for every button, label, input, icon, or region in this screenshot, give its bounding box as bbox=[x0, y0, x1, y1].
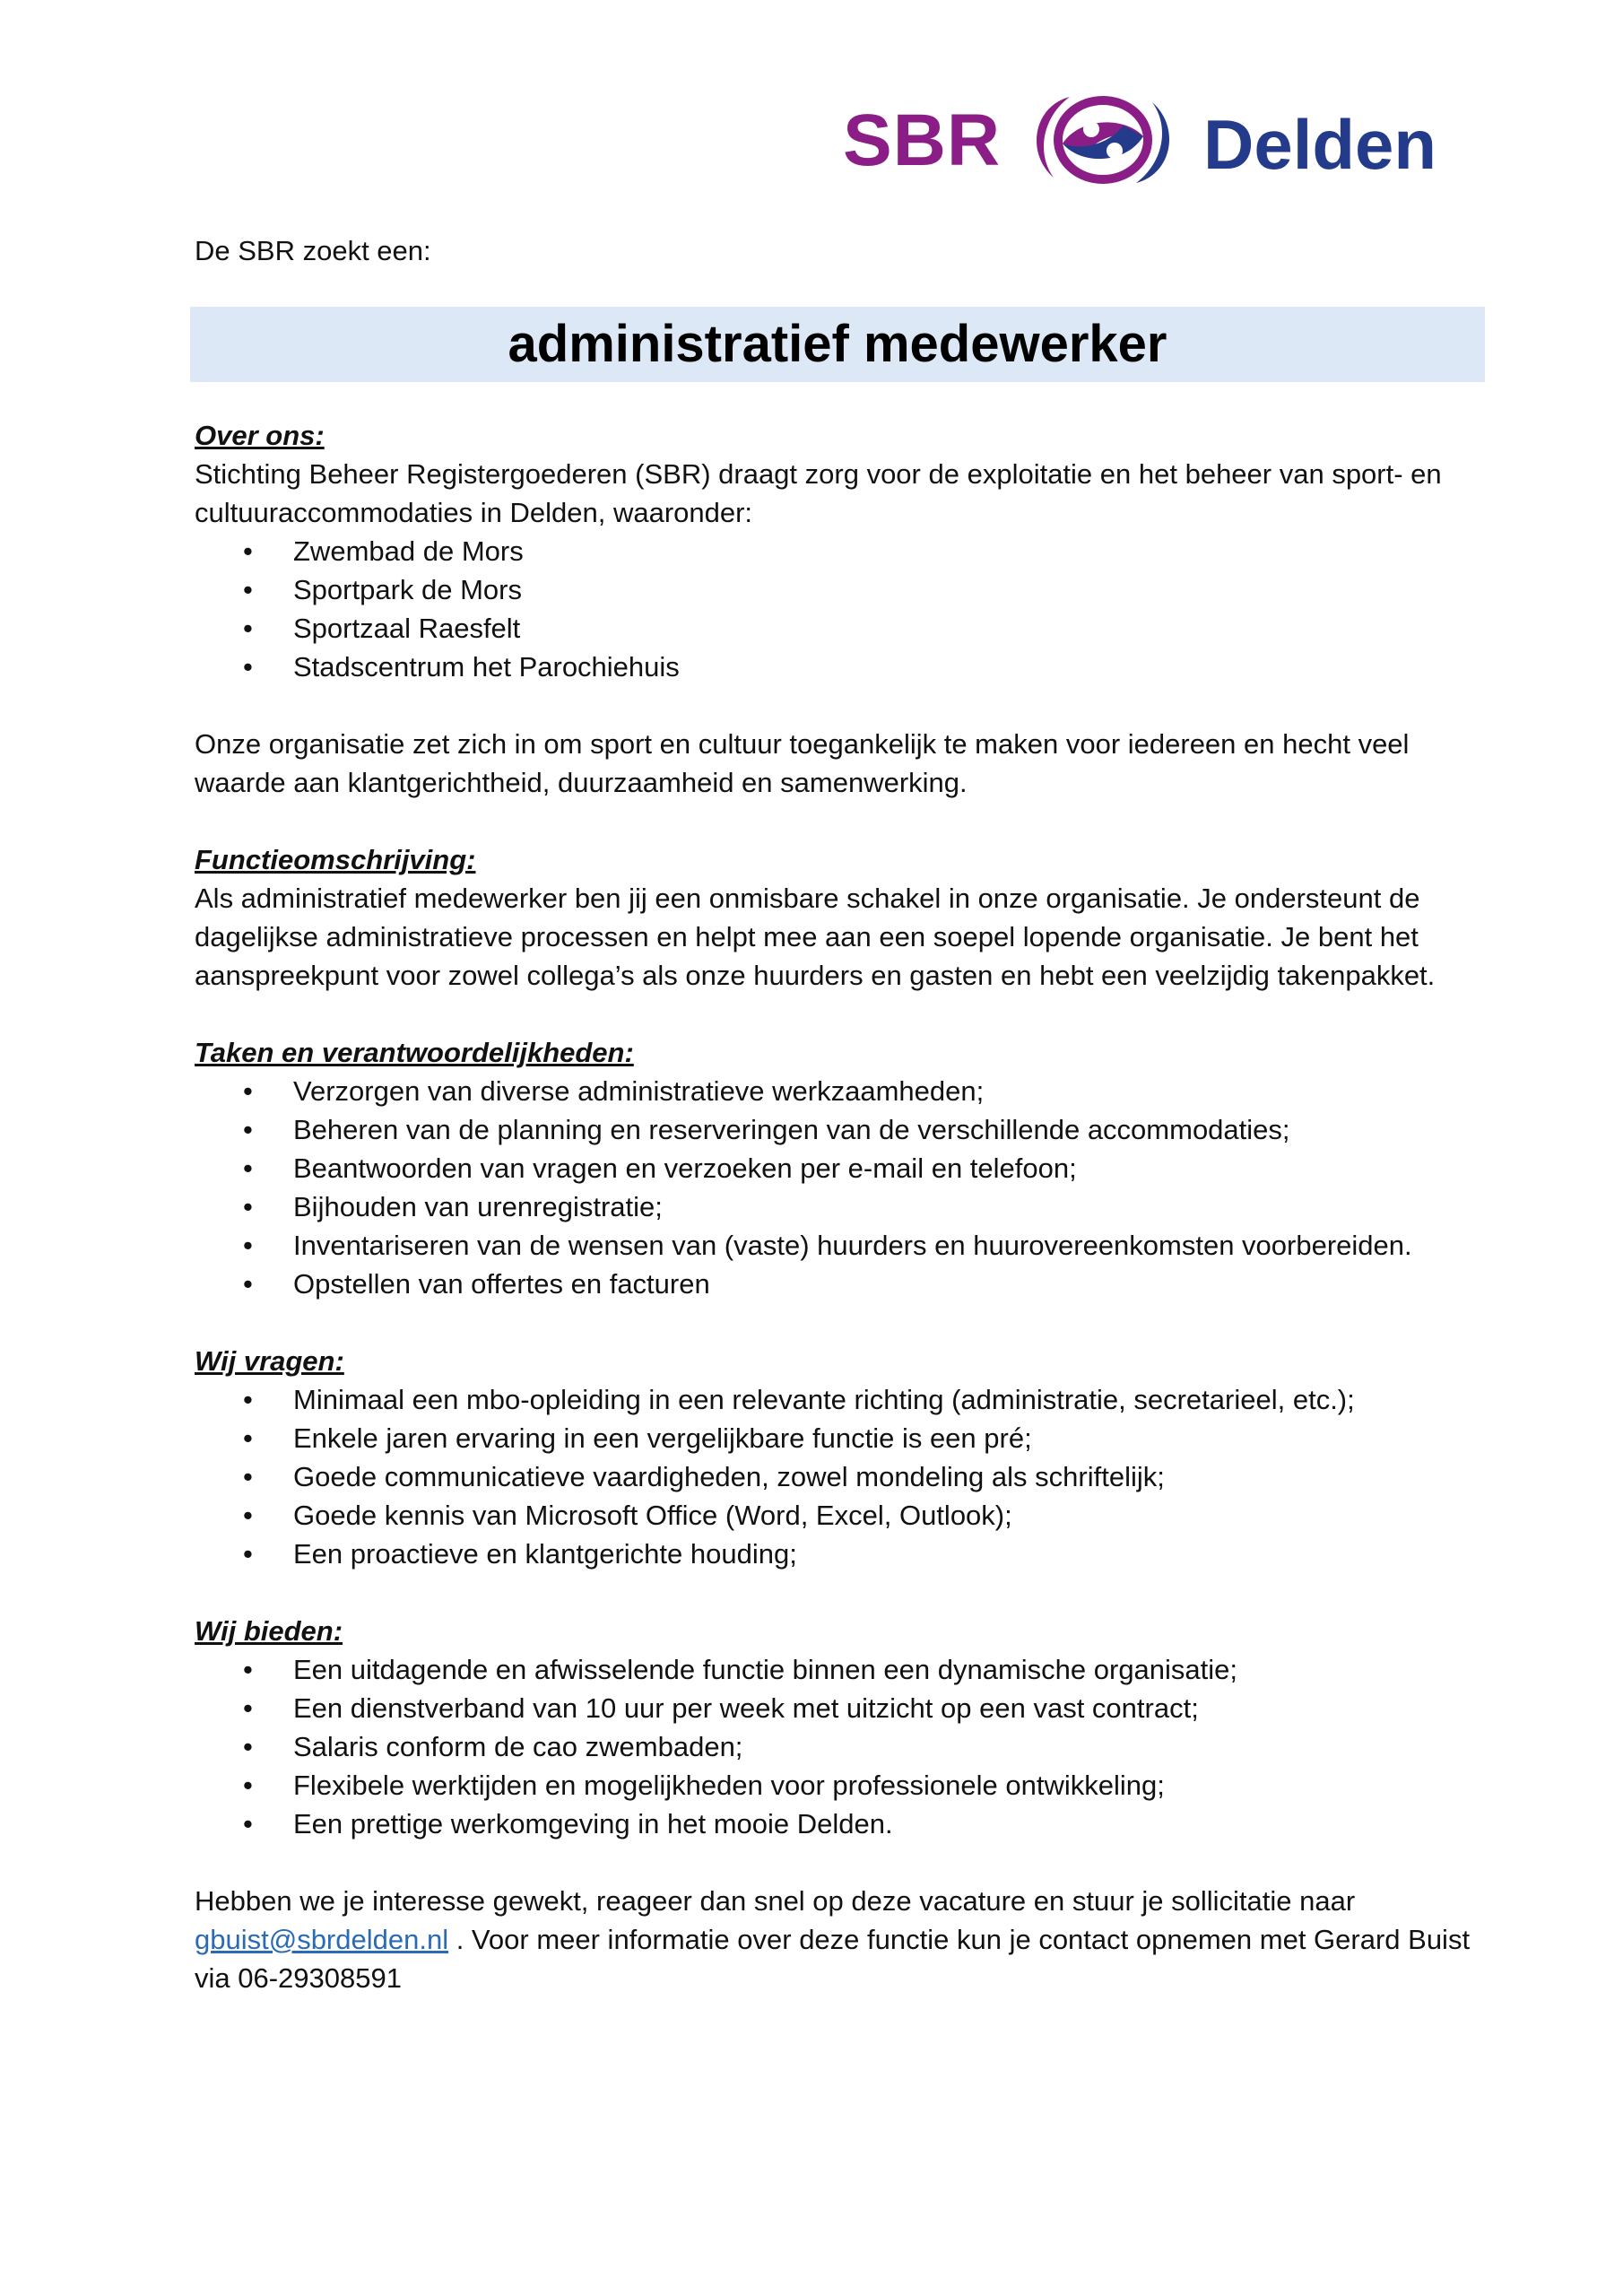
closing-text-after: . Voor meer informatie over deze functie kun je contact opnemen met Gerard Buist via 06-29308591 bbox=[195, 1924, 1471, 1994]
list-item: • Sportzaal Raesfelt bbox=[293, 609, 1495, 648]
heading-functieomschrijving: Functieomschrijving: bbox=[195, 844, 476, 875]
heading-wij-bieden: Wij bieden: bbox=[195, 1615, 343, 1647]
email-link[interactable]: gbuist@sbrdelden.nl bbox=[195, 1924, 449, 1955]
document-body bbox=[195, 416, 1495, 1997]
title-band bbox=[190, 307, 1485, 382]
over-ons-text: Stichting Beheer Registergoederen (SBR) draagt zorg voor de exploitatie en het beheer van sport- en cultuuraccommodaties in Delden, waaronder: bbox=[195, 458, 1442, 528]
list-item: • Inventariseren van de wensen van (vaste) huurders en huurovereenkomsten voorbereiden. bbox=[293, 1226, 1495, 1265]
list-item: • Bijhouden van urenregistratie; bbox=[293, 1187, 1495, 1226]
vragen-list bbox=[195, 1380, 1495, 1573]
list-item: • Een uitdagende en afwisselende functie binnen een dynamische organisatie; bbox=[293, 1650, 1495, 1689]
logo-text-delden: Delden bbox=[1203, 105, 1437, 184]
list-item: • Zwembad de Mors bbox=[293, 532, 1495, 570]
intro-text: De SBR zoekt een: bbox=[195, 235, 431, 266]
heading-over-ons: Over ons: bbox=[195, 420, 325, 451]
closing-text-before: Hebben we je interesse gewekt, reageer dan snel op deze vacature en stuur je sollicitatie naar bbox=[195, 1885, 1356, 1917]
list-item: • Opstellen van offertes en facturen bbox=[293, 1265, 1495, 1303]
list-item: • Een proactieve en klantgerichte houding; bbox=[293, 1535, 1495, 1573]
organisation-text: Onze organisatie zet zich in om sport en cultuur toegankelijk te maken voor iedereen en hecht veel waarde aan klantgerichtheid, duurzaamheid en samenwerking. bbox=[195, 728, 1410, 798]
list-item: • Enkele jaren ervaring in een vergelijkbare functie is een pré; bbox=[293, 1419, 1495, 1457]
page-title: administratief medewerker bbox=[508, 315, 1167, 373]
sbr-delden-logo bbox=[843, 90, 1444, 193]
list-item: • Beantwoorden van vragen en verzoeken per e-mail en telefoon; bbox=[293, 1149, 1495, 1187]
sbr-swirl-logo-icon bbox=[1018, 90, 1188, 190]
list-item: • Salaris conform de cao zwembaden; bbox=[293, 1727, 1495, 1766]
list-item: • Beheren van de planning en reserveringen van de verschillende accommodaties; bbox=[293, 1110, 1495, 1149]
taken-list bbox=[195, 1072, 1495, 1303]
list-item: • Goede communicatieve vaardigheden, zowel mondeling als schriftelijk; bbox=[293, 1457, 1495, 1496]
list-item: • Een prettige werkomgeving in het mooie Delden. bbox=[293, 1805, 1495, 1843]
closing-paragraph bbox=[195, 1882, 1495, 1997]
functie-text: Als administratief medewerker ben jij een onmisbare schakel in onze organisatie. Je ondersteunt de dagelijkse administratieve processen en helpt mee aan een soepel lopende organisatie. Je bent het aanspreekpunt voor zowel collega’s als onze huurders en gasten en hebt een veelzijdig takenpakket. bbox=[195, 883, 1436, 991]
bieden-list bbox=[195, 1650, 1495, 1843]
heading-taken: Taken en verantwoordelijkheden: bbox=[195, 1037, 634, 1068]
logo-text-sbr: SBR bbox=[843, 100, 1002, 181]
list-item: • Sportpark de Mors bbox=[293, 570, 1495, 609]
list-item: • Flexibele werktijden en mogelijkheden voor professionele ontwikkeling; bbox=[293, 1766, 1495, 1805]
list-item: • Minimaal een mbo-opleiding in een relevante richting (administratie, secretarieel, etc.); bbox=[293, 1380, 1495, 1419]
heading-wij-vragen: Wij vragen: bbox=[195, 1345, 344, 1377]
accommodations-list bbox=[195, 532, 1495, 686]
list-item: • Verzorgen van diverse administratieve werkzaamheden; bbox=[293, 1072, 1495, 1110]
list-item: • Een dienstverband van 10 uur per week met uitzicht op een vast contract; bbox=[293, 1689, 1495, 1727]
list-item: • Goede kennis van Microsoft Office (Word, Excel, Outlook); bbox=[293, 1496, 1495, 1535]
list-item: • Stadscentrum het Parochiehuis bbox=[293, 648, 1495, 686]
